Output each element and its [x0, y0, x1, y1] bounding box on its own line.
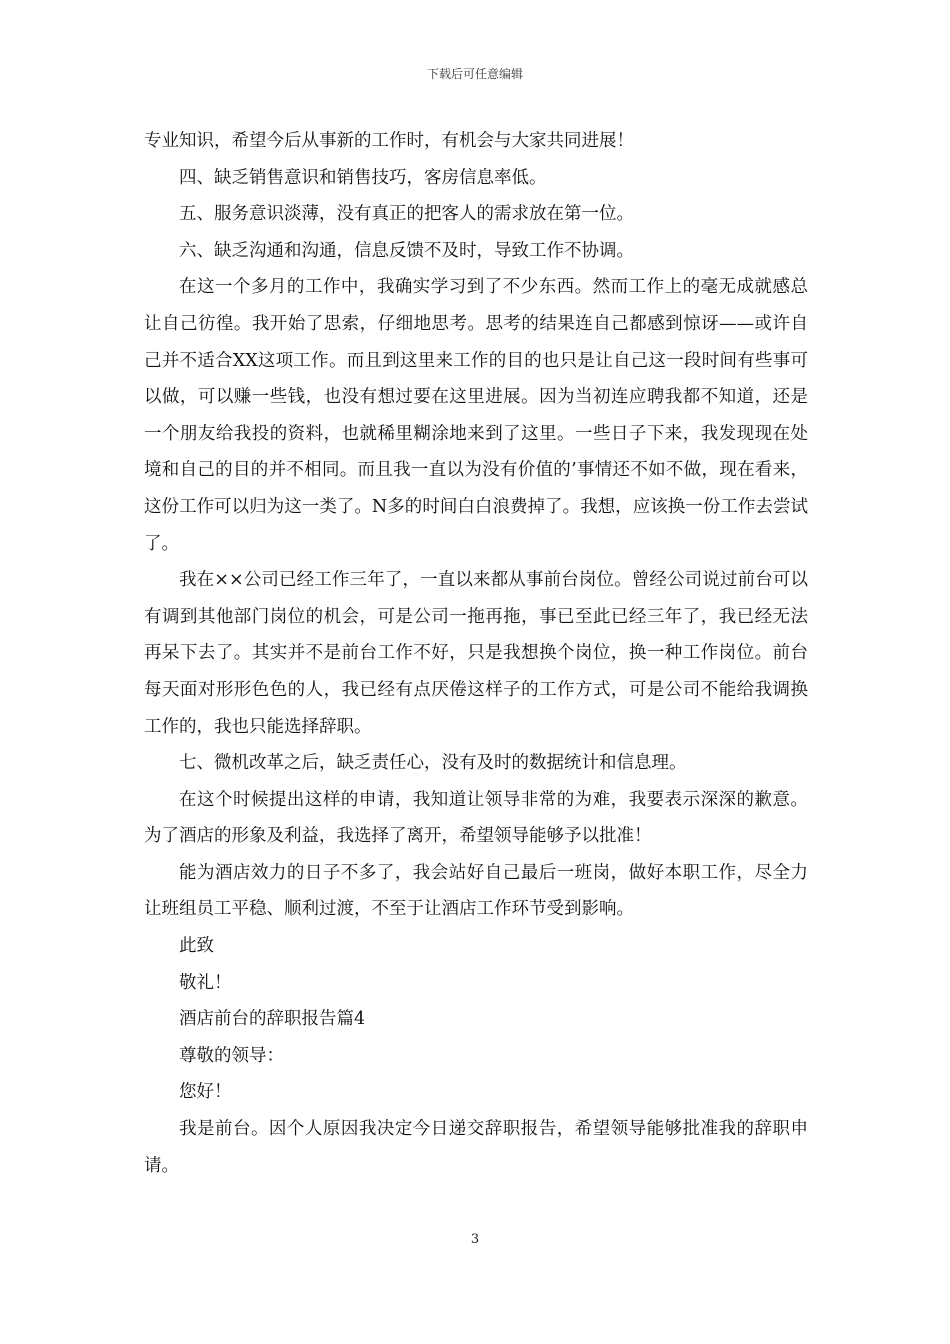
letter-salutation: 尊敬的领导： — [179, 1045, 284, 1066]
paragraph: 五、服务意识淡薄，没有真正的把客人的需求放在第一位。 — [179, 204, 634, 225]
paragraph: 我在××公司已经工作三年了，一直以来都从事前台岗位。曾经公司说过前台可以有调到其他部门岗位的机会，可是公司一拖再拖，事已至此已经三年了，我已经无法再呆下去了。其实并不是前台工作不好，只是我想换个岗位，换一种工作岗位。前台每天面对形形色色的人，我已经有点厌倦这样子的工作方式，可是公司不能给我调换工作的，我也只能选择辞职。 — [144, 570, 808, 737]
page-header: 下载后可任意编辑 — [426, 67, 523, 81]
paragraph: 四、缺乏销售意识和销售技巧，客房信息率低。 — [179, 167, 547, 188]
paragraph: 在这个时候提出这样的申请，我知道让领导非常的为难，我要表示深深的歉意。为了酒店的形象及利益，我选择了离开，希望领导能够予以批准！ — [144, 789, 808, 847]
page-number: 3 — [470, 1232, 480, 1247]
paragraph: 七、微机改革之后，缺乏责任心，没有及时的数据统计和信息理。 — [179, 753, 687, 774]
paragraph: 我是前台。因个人原因我决定今日递交辞职报告，希望领导能够批准我的辞职申请。 — [144, 1119, 808, 1176]
letter-greeting: 您好！ — [179, 1082, 232, 1103]
paragraph: 在这一个多月的工作中，我确实学习到了不少东西。然而工作上的毫无成就感总让自己彷徨。我开始了思索，仔细地思考。思考的结果连自己都感到惊讶——或许自己并不适合XX这项工作。而且到这里来工作的目的也只是让自己这一段时间有些事可以做，可以赚一些钱，也没有想过要在这里进展。因为当初连应聘我都不知道，还是一个朋友给我投的资料，也就稀里糊涂地来到了这里。一些日子下来，我发现现在处境和自己的目的并不相同。而且我一直以为没有价值的’事情还不如不做，现在看来，这份工作可以归为这一类了。N多的时间白白浪费掉了。我想，应该换一份工作去尝试了。 — [144, 277, 808, 554]
closing-salutation: 此致 — [179, 936, 214, 957]
paragraph: 六、缺乏沟通和沟通，信息反馈不及时，导致工作不协调。 — [179, 240, 634, 261]
section-title: 酒店前台的辞职报告篇4 — [179, 1009, 366, 1030]
document-body — [144, 123, 808, 1184]
closing-regards: 敬礼！ — [179, 972, 232, 993]
paragraph: 能为酒店效力的日子不多了，我会站好自己最后一班岗，做好本职工作，尽全力让班组员工平稳、顺利过渡，不至于让酒店工作环节受到影响。 — [144, 862, 808, 920]
paragraph: 专业知识，希望今后从事新的工作时，有机会与大家共同进展！ — [144, 131, 634, 151]
